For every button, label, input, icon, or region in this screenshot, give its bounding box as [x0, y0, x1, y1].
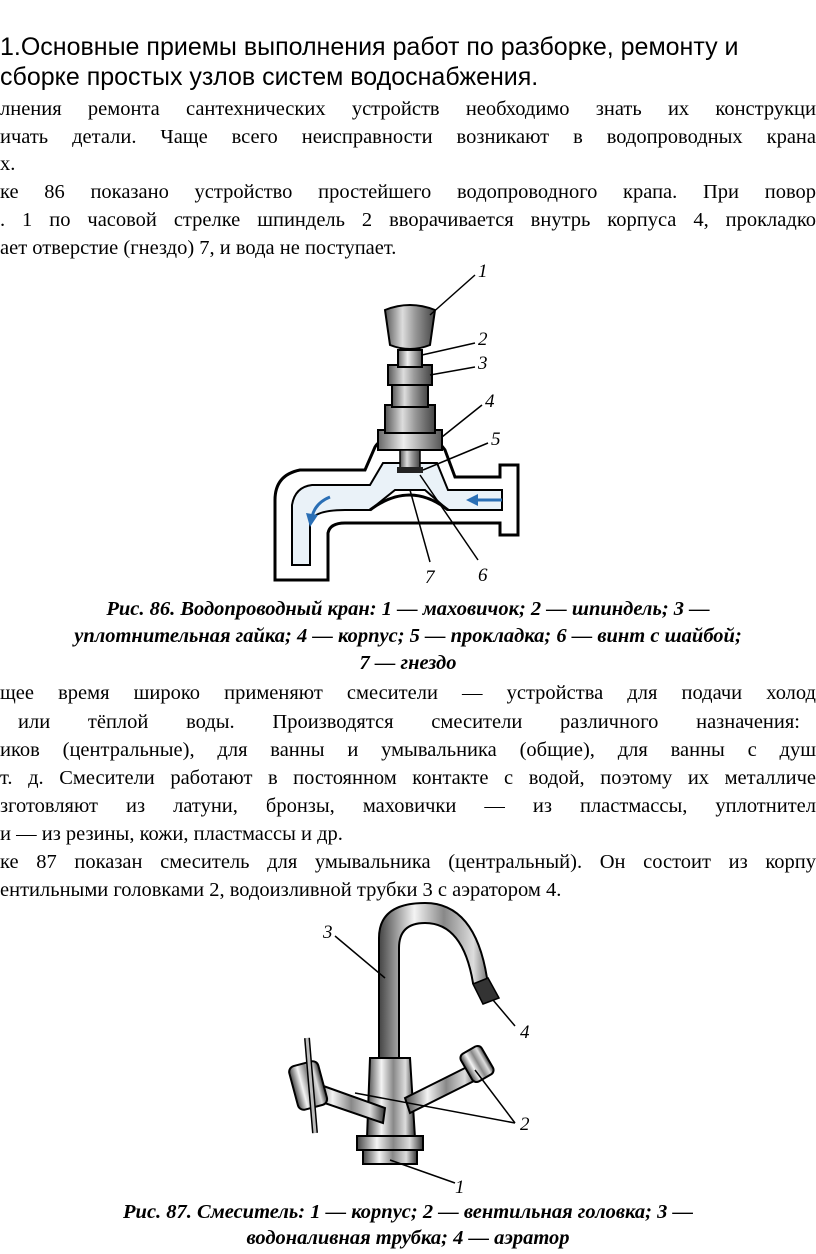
figure-87-caption-line-1: Рис. 87. Смеситель: 1 — корпус; 2 — вентильная головка; 3 —: [123, 1201, 693, 1223]
figure-87-caption-line-2: водоналивная трубка; 4 — аэратор: [246, 1227, 570, 1249]
figure-86-caption-line-3: 7 — гнездо: [359, 652, 457, 674]
fig86-label-4: 4: [485, 391, 495, 412]
section-heading-line-2: сборке простых узлов систем водоснабжения.: [0, 63, 539, 91]
figure-86-caption-line-2: уплотнительная гайка; 4 — корпус; 5 — прокладка; 6 — винт с шайбой;: [74, 625, 742, 647]
paragraph-4-line-1: ке 87 показан смеситель для умывальника (центральный). Он состоит из корпу: [0, 851, 816, 873]
paragraph-3-line-2: или тёплой воды. Производятся смесители различного назначения:: [18, 711, 800, 733]
figure-87-mixer: [275, 898, 555, 1198]
figure-86-caption-line-1: Рис. 86. Водопроводный кран: 1 — маховичок; 2 — шпиндель; 3 —: [106, 598, 710, 620]
figure-86-water-tap: [270, 261, 550, 590]
paragraph-3-line-1: щее время широко применяют смесители — устройства для подачи холод: [0, 682, 816, 704]
fig86-label-7: 7: [425, 567, 435, 588]
fig86-label-2: 2: [478, 329, 488, 350]
paragraph-3-line-4: т. д. Смесители работают в постоянном контакте с водой, поэтому их металличе: [0, 767, 816, 789]
handwheel: [385, 305, 435, 349]
fig86-label-1: 1: [478, 261, 488, 282]
paragraph-4-line-2: ентильными головками 2, водоизливной трубки 3 с аэратором 4.: [0, 879, 562, 901]
paragraph-3-line-5: зготовляют из латуни, бронзы, маховички — из пластмассы, уплотнител: [0, 795, 816, 817]
fig86-label-6: 6: [478, 565, 488, 586]
aerator: [473, 978, 499, 1004]
fig86-label-5: 5: [491, 429, 501, 450]
fig87-label-2: 2: [520, 1114, 530, 1135]
paragraph-3-line-6: и — из резины, кожи, пластмассы и др.: [0, 823, 343, 845]
fig87-label-3: 3: [323, 922, 333, 943]
paragraph-2-line-1: ке 86 показано устройство простейшего водопроводного крапа. При повор: [0, 181, 816, 203]
paragraph-2-line-2: . 1 по часовой стрелке шпиндель 2 вворачивается внутрь корпуса 4, прокладко: [0, 209, 816, 231]
fig87-label-1: 1: [455, 1177, 465, 1198]
paragraph-1-line-1: лнения ремонта сантехнических устройств необходимо знать их конструкци: [0, 98, 816, 120]
paragraph-1-line-2: ичать детали. Чаще всего неисправности возникают в водопроводных крана: [0, 126, 816, 148]
paragraph-2-line-3: ает отверстие (гнездо) 7, и вода не поступает.: [0, 237, 397, 259]
paragraph-3-line-3: иков (центральные), для ванны и умывальника (общие), для ванны с душ: [0, 739, 816, 761]
paragraph-1-line-3: х.: [0, 153, 16, 175]
fig87-label-4: 4: [520, 1022, 530, 1043]
fig86-label-3: 3: [478, 353, 488, 374]
section-heading-line-1: 1.Основные приемы выполнения работ по разборке, ремонту и: [0, 33, 739, 61]
